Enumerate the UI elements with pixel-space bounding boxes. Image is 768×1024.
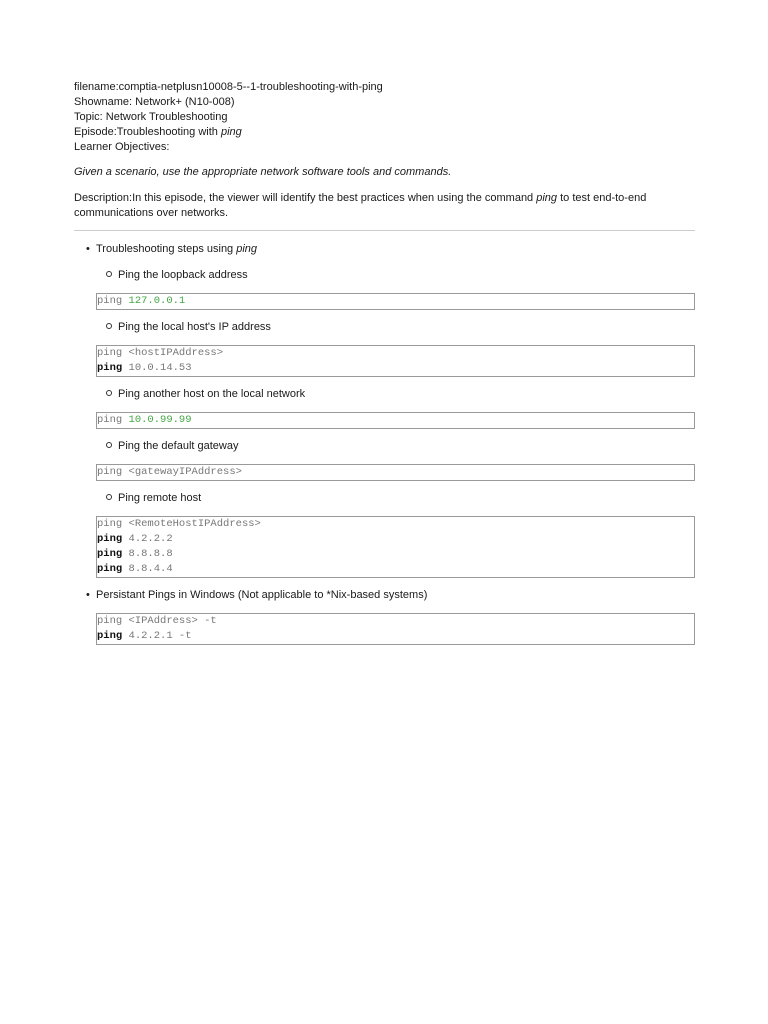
code-block-loopback bbox=[96, 293, 695, 310]
section2-title: Persistant Pings in Windows (Not applicable to *Nix-based systems) bbox=[96, 589, 428, 601]
section1-title-prefix: Troubleshooting steps using bbox=[96, 243, 237, 255]
code-block-local-host bbox=[96, 345, 695, 377]
list-item-troubleshooting-steps bbox=[74, 242, 695, 257]
code-argument: 4.2.2.2 bbox=[122, 533, 173, 545]
showname-line: Showname: Network+ (N10-008) bbox=[74, 96, 235, 108]
code-line bbox=[97, 517, 694, 532]
description bbox=[74, 191, 695, 221]
code-argument: 127.0.0.1 bbox=[122, 295, 186, 307]
code-line bbox=[97, 629, 694, 644]
code-block-remote-host bbox=[96, 516, 695, 578]
code-command: ping bbox=[97, 414, 123, 426]
code-line bbox=[97, 465, 694, 480]
code-block-another-host bbox=[96, 412, 695, 429]
code-line bbox=[97, 614, 694, 629]
step-gateway bbox=[74, 439, 695, 454]
code-command: ping bbox=[97, 548, 123, 560]
step-label: Ping another host on the local network bbox=[118, 388, 306, 400]
code-line bbox=[97, 346, 694, 361]
circle-bullet-icon bbox=[106, 323, 112, 329]
code-command: ping bbox=[97, 615, 123, 627]
circle-bullet-icon bbox=[106, 271, 112, 277]
step-remote-host bbox=[74, 491, 695, 506]
bullet-icon: • bbox=[86, 243, 90, 255]
code-argument: <hostIPAddress> bbox=[122, 347, 224, 359]
code-line bbox=[97, 361, 694, 376]
objectives-label: Learner Objectives: bbox=[74, 141, 170, 153]
description-part1: Description:In this episode, the viewer will identify the best practices when using the command bbox=[74, 192, 537, 204]
section-troubleshooting bbox=[74, 242, 695, 578]
filename-line: filename:comptia-netplusn10008-5--1-troubleshooting-with-ping bbox=[74, 81, 383, 93]
step-label: Ping remote host bbox=[118, 492, 202, 504]
code-argument: <RemoteHostIPAddress> bbox=[122, 518, 261, 530]
code-line bbox=[97, 562, 694, 577]
circle-bullet-icon bbox=[106, 442, 112, 448]
code-command: ping bbox=[97, 347, 123, 359]
code-line bbox=[97, 532, 694, 547]
code-block-persistent bbox=[96, 613, 695, 645]
code-command: ping bbox=[97, 533, 123, 545]
code-argument: 4.2.2.1 -t bbox=[122, 630, 192, 642]
step-another-host bbox=[74, 387, 695, 402]
step-local-host bbox=[74, 320, 695, 335]
circle-bullet-icon bbox=[106, 390, 112, 396]
code-command: ping bbox=[97, 563, 123, 575]
description-italic: ping bbox=[536, 192, 558, 204]
code-argument: 10.0.14.53 bbox=[122, 362, 192, 374]
code-argument: 10.0.99.99 bbox=[122, 414, 192, 426]
section-persistent-pings bbox=[74, 588, 695, 645]
circle-bullet-icon bbox=[106, 494, 112, 500]
divider bbox=[74, 230, 695, 231]
step-label: Ping the default gateway bbox=[118, 440, 239, 452]
description-part2: to test end-to-end communications over networks. bbox=[74, 192, 647, 219]
episode-italic: ping bbox=[220, 126, 242, 138]
code-argument: <gatewayIPAddress> bbox=[122, 466, 242, 478]
code-command: ping bbox=[97, 362, 123, 374]
topic-line: Topic: Network Troubleshooting bbox=[74, 111, 228, 123]
bullet-icon: • bbox=[86, 589, 90, 601]
section1-title-italic: ping bbox=[236, 243, 258, 255]
step-label: Ping the local host's IP address bbox=[118, 321, 271, 333]
code-command: ping bbox=[97, 518, 123, 530]
code-argument: 8.8.4.4 bbox=[122, 563, 173, 575]
episode-line bbox=[74, 125, 695, 140]
learner-objective: Given a scenario, use the appropriate network software tools and commands. bbox=[74, 166, 452, 178]
code-command: ping bbox=[97, 295, 123, 307]
document-page bbox=[74, 80, 695, 645]
list-item-persistent-pings bbox=[74, 588, 695, 603]
code-line bbox=[97, 294, 694, 309]
code-argument: <IPAddress> -t bbox=[122, 615, 217, 627]
code-block-gateway bbox=[96, 464, 695, 481]
step-loopback bbox=[74, 268, 695, 283]
code-argument: 8.8.8.8 bbox=[122, 548, 173, 560]
episode-prefix: Episode:Troubleshooting with bbox=[74, 126, 221, 138]
code-line bbox=[97, 413, 694, 428]
code-command: ping bbox=[97, 466, 123, 478]
code-command: ping bbox=[97, 630, 123, 642]
step-label: Ping the loopback address bbox=[118, 269, 248, 281]
code-line bbox=[97, 547, 694, 562]
